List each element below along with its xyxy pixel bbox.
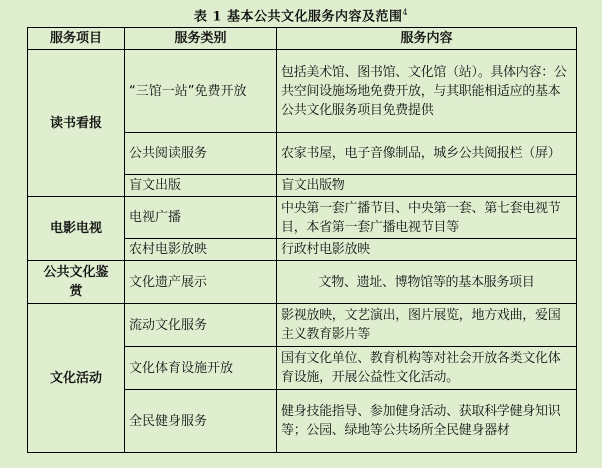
table-row <box>28 304 577 347</box>
service-content: 行政村电影放映 <box>277 239 577 261</box>
service-content: 国有文化单位、教育机构等对社会开放各类文化体育设施，开展公益性文化活动。 <box>277 347 577 390</box>
service-category: 电视广播 <box>125 197 277 239</box>
header-service-content: 服务内容 <box>277 28 577 50</box>
service-category: 流动文化服务 <box>125 304 277 347</box>
header-service-item: 服务项目 <box>28 28 125 50</box>
service-category: 盲文出版 <box>125 175 277 197</box>
service-category: “三馆一站”免费开放 <box>125 50 277 133</box>
service-content: 文物、遗址、博物馆等的基本服务项目 <box>277 261 577 304</box>
table-title-footnote: 4 <box>402 8 409 17</box>
service-category: 公共阅读服务 <box>125 133 277 175</box>
table-row <box>28 50 577 133</box>
service-content: 农家书屋，电子音像制品，城乡公共阅报栏（屏） <box>277 133 577 175</box>
service-item-appreciation: 公共文化鉴赏 <box>28 261 125 304</box>
header-service-category: 服务类别 <box>125 28 277 50</box>
table-title <box>0 4 602 26</box>
service-category: 农村电影放映 <box>125 239 277 261</box>
service-item-reading: 读书看报 <box>28 50 125 197</box>
table-row <box>28 197 577 239</box>
service-content: 中央第一套广播节目、中央第一套、第七套电视节目，本省第一套广播电视节目等 <box>277 197 577 239</box>
service-content: 盲文出版物 <box>277 175 577 197</box>
service-item-film-tv: 电影电视 <box>28 197 125 261</box>
table-row <box>28 261 577 304</box>
service-category: 全民健身服务 <box>125 390 277 453</box>
service-content: 包括美术馆、图书馆、文化馆（站）。具体内容：公共空间设施场地免费开放，与其职能相适应的基本公共文化服务项目免费提供 <box>277 50 577 133</box>
service-category: 文化遗产展示 <box>125 261 277 304</box>
service-item-activities: 文化活动 <box>28 304 125 453</box>
service-content: 健身技能指导、参加健身活动、获取科学健身知识等；公园、绿地等公共场所全民健身器材 <box>277 390 577 453</box>
header-row <box>28 28 577 50</box>
table-title-text: 表 1 基本公共文化服务内容及范围 <box>193 9 403 25</box>
service-category: 文化体育设施开放 <box>125 347 277 390</box>
service-content: 影视放映，文艺演出，图片展览，地方戏曲，爱国主义教育影片等 <box>277 304 577 347</box>
service-table <box>27 27 577 453</box>
